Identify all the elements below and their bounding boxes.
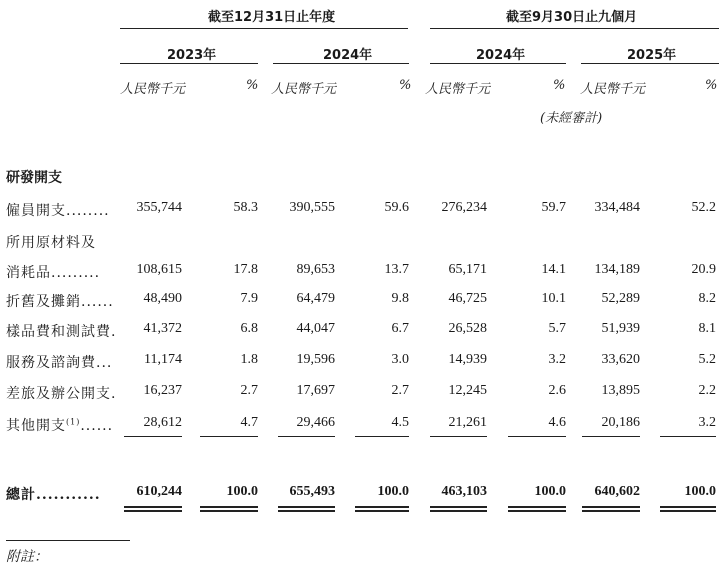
subtotal-rule	[508, 436, 566, 437]
total-double-rule	[430, 506, 487, 508]
row-label-text: 總計	[6, 487, 36, 503]
unit-rmb-3: 人民幣千元	[425, 82, 491, 97]
percent-cell: 100.0	[226, 484, 258, 499]
unit-rmb-1: 人民幣千元	[120, 82, 186, 97]
amount-cell: 65,171	[448, 262, 487, 277]
percent-cell: 2.7	[391, 383, 409, 398]
subtotal-rule	[278, 436, 335, 437]
amount-cell: 16,237	[143, 383, 182, 398]
amount-cell: 390,555	[289, 200, 335, 215]
subtotal-rule	[582, 436, 640, 437]
amount-cell: 51,939	[601, 321, 640, 336]
amount-cell: 276,234	[441, 200, 487, 215]
row-label-text: 其他開支	[6, 418, 66, 434]
total-double-rule	[355, 506, 409, 508]
amount-cell: 29,466	[296, 415, 335, 430]
unit-rmb-4: 人民幣千元	[580, 82, 646, 97]
row-label	[6, 352, 112, 372]
percent-cell: 3.2	[698, 415, 716, 430]
amount-cell: 64,479	[296, 291, 335, 306]
row-label-text: 所用原材料及	[6, 235, 96, 251]
dot-leader: ........	[66, 203, 110, 219]
percent-cell: 17.8	[233, 262, 258, 277]
unit-pct-4: %	[705, 78, 718, 93]
dot-leader: ...........	[36, 487, 101, 503]
amount-cell: 33,620	[601, 352, 640, 367]
row-label	[6, 383, 116, 403]
percent-cell: 8.1	[698, 321, 716, 336]
amount-cell: 134,189	[594, 262, 640, 277]
amount-cell: 46,725	[448, 291, 487, 306]
total-double-rule	[200, 506, 258, 508]
amount-cell: 108,615	[136, 262, 182, 277]
percent-cell: 100.0	[684, 484, 716, 499]
percent-cell: 14.1	[541, 262, 566, 277]
amount-cell: 28,612	[143, 415, 182, 430]
total-double-rule	[430, 510, 487, 512]
total-double-rule	[660, 510, 716, 512]
total-double-rule	[508, 510, 566, 512]
subtotal-rule	[660, 436, 716, 437]
subtotal-rule	[200, 436, 258, 437]
percent-cell: 100.0	[534, 484, 566, 499]
amount-cell: 463,103	[441, 484, 487, 499]
footnote-ref: (1)	[66, 417, 81, 427]
dot-leader: .	[111, 324, 117, 340]
unit-pct-3: %	[553, 78, 566, 93]
dot-leader: .	[111, 386, 117, 402]
total-double-rule	[278, 506, 335, 508]
dot-leader: .........	[51, 265, 101, 281]
percent-cell: 4.6	[548, 415, 566, 430]
total-double-rule	[124, 510, 182, 512]
year-2024-9m: 2024年	[476, 48, 526, 63]
row-label	[6, 262, 100, 282]
total-double-rule	[508, 506, 566, 508]
row-label-text: 折舊及攤銷	[6, 294, 81, 310]
total-double-rule	[355, 510, 409, 512]
row-label	[6, 200, 110, 220]
subtotal-rule	[355, 436, 409, 437]
section-title: 研發開支	[6, 170, 62, 186]
subtotal-rule	[124, 436, 182, 437]
amount-cell: 41,372	[143, 321, 182, 336]
row-label-text: 差旅及辦公開支	[6, 386, 111, 402]
amount-cell: 48,490	[143, 291, 182, 306]
footnote-rule	[6, 540, 130, 541]
amount-cell: 12,245	[448, 383, 487, 398]
percent-cell: 2.7	[240, 383, 258, 398]
total-label	[6, 484, 101, 504]
amount-cell: 52,289	[601, 291, 640, 306]
percent-cell: 52.2	[691, 200, 716, 215]
unaudited-note: (未經審計)	[540, 111, 603, 126]
row-label-text: 樣品費和測試費	[6, 324, 111, 340]
percent-cell: 59.6	[384, 200, 409, 215]
percent-cell: 100.0	[377, 484, 409, 499]
row-label-text: 僱員開支	[6, 203, 66, 219]
total-double-rule	[582, 510, 640, 512]
total-double-rule	[124, 506, 182, 508]
footnote-title: 附註：	[6, 549, 48, 565]
row-label	[6, 291, 114, 311]
amount-cell: 89,653	[296, 262, 335, 277]
amount-cell: 26,528	[448, 321, 487, 336]
rule-fy	[120, 28, 408, 29]
unit-pct-1: %	[246, 78, 259, 93]
unit-pct-2: %	[399, 78, 412, 93]
rule-2024-fy	[273, 63, 409, 64]
percent-cell: 5.2	[698, 352, 716, 367]
amount-cell: 640,602	[594, 484, 640, 499]
amount-cell: 11,174	[144, 352, 182, 367]
percent-cell: 3.0	[391, 352, 409, 367]
amount-cell: 334,484	[594, 200, 640, 215]
amount-cell: 20,186	[601, 415, 640, 430]
percent-cell: 59.7	[541, 200, 566, 215]
unit-rmb-2: 人民幣千元	[271, 82, 337, 97]
percent-cell: 13.7	[384, 262, 409, 277]
percent-cell: 6.7	[391, 321, 409, 336]
percent-cell: 4.5	[391, 415, 409, 430]
subtotal-rule	[430, 436, 487, 437]
amount-cell: 19,596	[296, 352, 335, 367]
row-label-text: 服務及諮詢費	[6, 355, 96, 371]
rule-9m	[430, 28, 719, 29]
row-label	[6, 232, 96, 252]
amount-cell: 355,744	[136, 200, 182, 215]
dot-leader: ......	[80, 418, 114, 434]
year-2024-fy: 2024年	[323, 48, 373, 63]
amount-cell: 44,047	[296, 321, 335, 336]
amount-cell: 610,244	[136, 484, 182, 499]
percent-cell: 20.9	[691, 262, 716, 277]
percent-cell: 10.1	[541, 291, 566, 306]
percent-cell: 9.8	[391, 291, 409, 306]
percent-cell: 58.3	[233, 200, 258, 215]
amount-cell: 13,895	[601, 383, 640, 398]
year-2023: 2023年	[167, 48, 217, 63]
percent-cell: 3.2	[548, 352, 566, 367]
total-double-rule	[660, 506, 716, 508]
rule-2025	[581, 63, 719, 64]
amount-cell: 655,493	[289, 484, 335, 499]
percent-cell: 6.8	[240, 321, 258, 336]
total-double-rule	[582, 506, 640, 508]
percent-cell: 1.8	[240, 352, 258, 367]
rule-2024-9m	[430, 63, 566, 64]
row-label	[6, 415, 113, 435]
percent-cell: 2.6	[548, 383, 566, 398]
amount-cell: 21,261	[448, 415, 487, 430]
amount-cell: 17,697	[296, 383, 335, 398]
rule-2023	[120, 63, 258, 64]
percent-cell: 2.2	[698, 383, 716, 398]
row-label-text: 消耗品	[6, 265, 51, 281]
percent-cell: 8.2	[698, 291, 716, 306]
percent-cell: 4.7	[240, 415, 258, 430]
year-2025: 2025年	[627, 48, 677, 63]
row-label	[6, 321, 116, 341]
amount-cell: 14,939	[448, 352, 487, 367]
period-9m-header: 截至9月30日止九個月	[506, 10, 638, 25]
total-double-rule	[200, 510, 258, 512]
dot-leader: ...	[96, 355, 113, 371]
total-double-rule	[278, 510, 335, 512]
percent-cell: 7.9	[240, 291, 258, 306]
dot-leader: ......	[81, 294, 114, 310]
period-fy-header: 截至12月31日止年度	[208, 10, 336, 25]
percent-cell: 5.7	[548, 321, 566, 336]
